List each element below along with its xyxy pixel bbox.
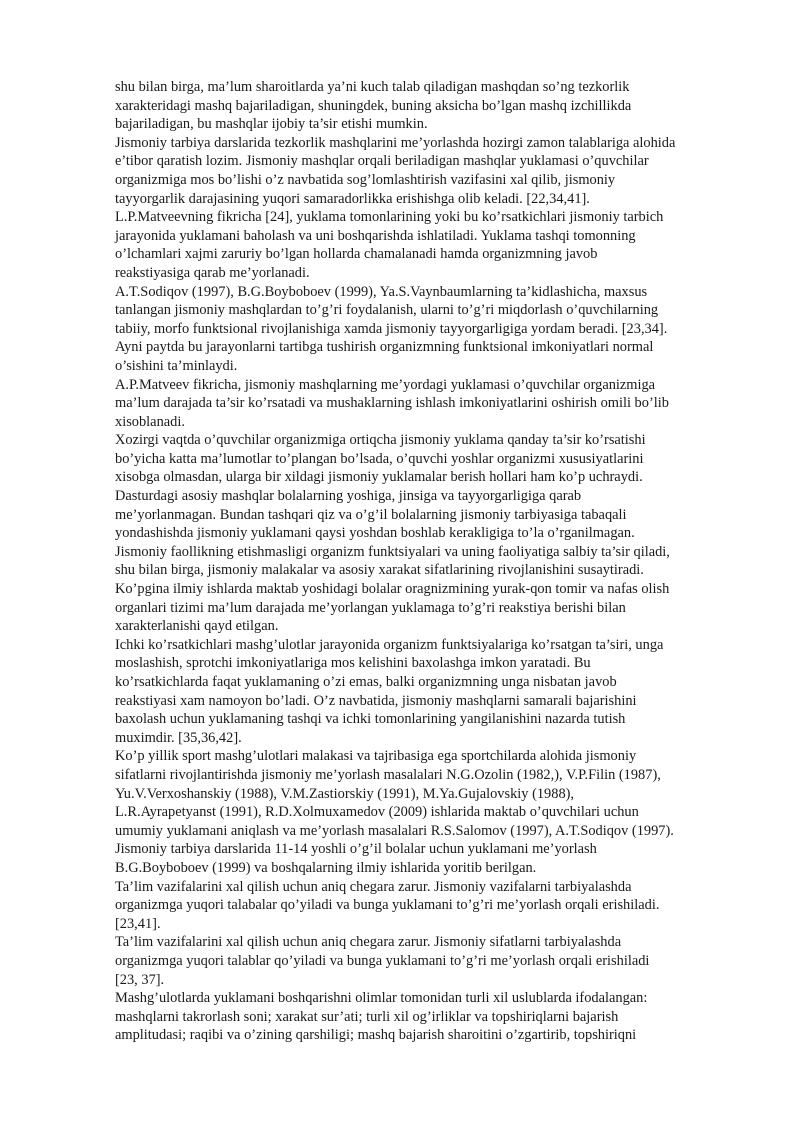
text-line: mashqlarni takrorlash soni; xarakat sur’ati; turli xil og’irliklar va topshiriqlarni bajarish (115, 1008, 619, 1025)
text-line: L.P.Matveevning fikricha [24], yuklama tomonlarining yoki bu ko’rsatkichlari jismoniy tarbich (115, 209, 664, 226)
text-line: organlari tizimi ma’lum darajada me’yorlangan yuklamaga to’g’ri reakstiya berishi bilan (115, 599, 626, 616)
text-line: Jismoniy tarbiya darslarida 11-14 yoshli o’g’il bolalar uchun yuklamani me’yorlash (115, 841, 597, 858)
paragraph (115, 747, 773, 877)
text-line: Ta’lim vazifalarini xal qilish uchun aniq chegara zarur. Jismoniy vazifalarni tarbiyalashda (115, 878, 632, 895)
text-line: amplitudasi; raqibi va o’zining qarshiligi; mashq bajarish sharoitini o’zgartirib, topshiriqni (115, 1027, 637, 1044)
text-line: L.R.Ayrapetyanst (1991), R.D.Xolmuxamedov (2009) ishlarida maktab o’quvchilari uchun (115, 804, 639, 821)
text-line: [23, 37]. (115, 971, 165, 988)
text-line: xarakteridagi mashq bajariladigan, shuningdek, buning aksicha bo’lgan mashq izchillikda (115, 97, 632, 114)
text-line: Ta’lim vazifalarini xal qilish uchun aniq chegara zarur. Jismoniy sifatlarni tarbiyalashda (115, 934, 622, 951)
text-line: moslashish, sprotchi imkoniyatlariga mos kelishini baxolashga imkon yaratadi. Bu (115, 655, 591, 672)
text-line: A.T.Sodiqov (1997), B.G.Boyboboev (1999), Ya.S.Vaynbaumlarning ta’kidlashicha, maxsus (115, 283, 648, 300)
text-line: B.G.Boyboboev (1999) va boshqalarning ilmiy ishlarida yoritib berilgan. (115, 859, 537, 876)
text-line: baxolash uchun yuklamaning tashqi va ichki tomonlarining yangilanishini nazarda tutish (115, 711, 626, 728)
text-line: organizmiga mos bo’lishi o’z navbatida sog’lomlashtirish vazifasini xal qilib, jismoniy (115, 171, 616, 188)
text-line: A.P.Matveev fikricha, jismoniy mashqlarning me’yordagi yuklamasi o’quvchilar organizmiga (115, 376, 656, 393)
text-line: Jismoniy faollikning etishmasligi organizm funktsiyalari va uning faoliyatiga salbiy ta’sir qiladi, (115, 543, 670, 560)
text-line: organizmga yuqori talabalar qo’yiladi va bunga yuklamani to’g’ri me’yorlash orqali erishiladi. (115, 897, 660, 914)
text-line: bajariladigan, bu mashqlar ijobiy ta’sir etishi mumkin. (115, 116, 428, 133)
text-line: Mashg’ulotlarda yuklamani boshqarishni olimlar tomonidan turli xil uslublarda ifodalangan: (115, 990, 648, 1007)
text-line: e’tibor qaratish lozim. Jismoniy mashqlar orqali beriladigan mashqlar yuklamasi o’quvchilar (115, 153, 649, 170)
text-line: Ayni paytda bu jarayonlarni tartibga tushirish organizmning funktsional imkoniyatlari normal (115, 339, 654, 356)
text-line: Ko’pgina ilmiy ishlarda maktab yoshidagi bolalar oragnizmining yurak-qon tomir va nafas olish (115, 581, 670, 598)
text-line: shu bilan birga, ma’lum sharoitlarda ya’ni kuch talab qiladigan mashqdan so’ng tezkorlik (115, 79, 630, 95)
paragraph (115, 933, 773, 989)
text-line: Xozirgi vaqtda o’quvchilar organizmiga ortiqcha jismoniy yuklama qanday ta’sir ko’rsatishi (115, 432, 646, 449)
text-line: tayyorgarlik darajasining yuqori samaradorlikka erishishga olib keladi. [22,34,41]. (115, 190, 590, 207)
paragraph (115, 208, 773, 282)
text-line: me’yorlanmagan. Bundan tashqari qiz va o’g’il bolalarning jismoniy tarbiyasiga tabaqali (115, 506, 627, 523)
text-line: shu bilan birga, jismoniy malakalar va asosiy xarakat sifatlarining rivojlanishini susaytiradi. (115, 562, 644, 579)
text-line: yondashishda jismoniy yuklamani qaysi yoshdan boshlab kerakligiga to’la o’rganilmagan. (115, 525, 635, 542)
paragraph (115, 283, 773, 376)
text-line: xarakterlanishi qayd etilgan. (115, 618, 279, 635)
document-page (115, 78, 773, 1045)
text-line: sifatlarni rivojlantirishda jismoniy me’yorlash masalalari N.G.Ozolin (1982,), V.P.Filin (1987), (115, 766, 661, 783)
paragraph (115, 431, 773, 636)
text-line: [23,41]. (115, 915, 161, 932)
text-line: reakstiyasi xam namoyon bo’ladi. O’z navbatida, jismoniy mashqlarni samarali bajarishini (115, 692, 637, 709)
text-line: Jismoniy tarbiya darslarida tezkorlik mashqlarini me’yorlashda hozirgi zamon talablariga alohida (115, 134, 676, 151)
text-line: umumiy yuklamani aniqlash va me’yorlash masalalari R.S.Salomov (1997), A.T.Sodiqov (1997). (115, 822, 674, 839)
text-line: Ko’p yillik sport mashg’ulotlari malakasi va tajribasiga ega sportchilarda alohida jismoniy (115, 748, 637, 765)
text-line: ko’rsatkichlarda faqat yuklamaning o’zi emas, balki organizmning unga nisbatan javob (115, 674, 617, 690)
paragraph (115, 78, 773, 134)
text-line: xisobga olmasdan, ularga bir xildagi jismoniy yuklamalar berish hollari ham ko’p uchraydi. (115, 469, 643, 486)
text-line: o’sishini ta’minlaydi. (115, 357, 238, 374)
text-line: Dasturdagi asosiy mashqlar bolalarning yoshiga, jinsiga va tayyorgarligiga qarab (115, 488, 582, 505)
text-line: Ichki ko’rsatkichlari mashg’ulotlar jarayonida organizm funktsiyalariga ko’rsatgan ta’siri, unga (115, 636, 664, 653)
paragraph (115, 134, 773, 208)
paragraph (115, 376, 773, 432)
text-line: Yu.V.Verxoshanskiy (1988), V.M.Zastiorskiy (1991), M.Ya.Gujalovskiy (1988), (115, 785, 575, 802)
text-line: tanlangan jismoniy mashqlardan to’g’ri foydalanish, ularni to’g’ri miqdorlash o’quvchilarning (115, 302, 659, 319)
text-line: o’lchamlari xajmi zaruriy bo’lgan hollarda chamalanadi hamda organizmning javob (115, 246, 598, 263)
paragraph (115, 878, 773, 934)
text-line: reakstiyasiga qarab me’yorlanadi. (115, 264, 310, 281)
text-line: ma’lum darajada ta’sir ko’rsatadi va mushaklarning ishlash imkoniyatlarini oshirish omili bo’lib (115, 395, 669, 412)
text-line: bo’yicha katta ma’lumotlar to’plangan bo’lsada, o’quvchi yoshlar organizmi xususiyatlarini (115, 450, 644, 467)
text-line: muximdir. [35,36,42]. (115, 729, 242, 746)
text-line: organizmga yuqori talablar qo’yiladi va bunga yuklamani to’g’ri me’yorlash orqali erishiladi (115, 952, 650, 969)
text-line: xisoblanadi. (115, 413, 185, 430)
paragraph (115, 989, 773, 1045)
text-line: tabiiy, morfo funktsional rivojlanishiga xamda jismoniy tayyorgarligiga yordam beradi. [23,34]. (115, 320, 668, 337)
paragraph (115, 636, 773, 748)
text-line: jarayonida yuklamani baholash va uni boshqarishda ishlatiladi. Yuklama tashqi tomonning (115, 227, 636, 244)
